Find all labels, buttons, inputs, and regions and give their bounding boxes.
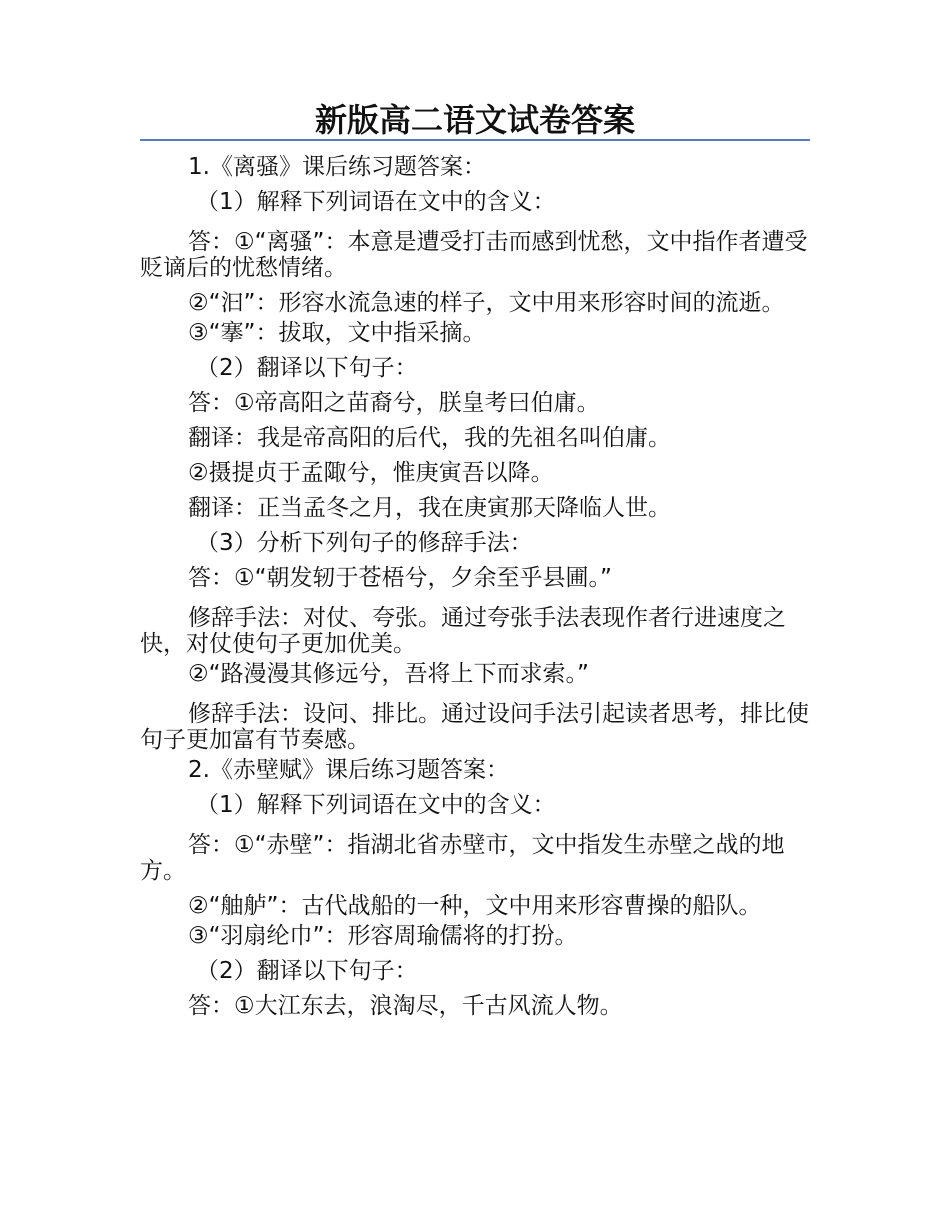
paragraph: 答：①“朝发轫于苍梧兮，夕余至乎县圃。” <box>188 565 612 591</box>
paragraph: 修辞手法：设问、排比。通过设问手法引起读者思考，排比使句子更加富有节奏感。 <box>140 701 809 753</box>
paragraph: ③“羽扇纶巾”：形容周瑜儒将的打扮。 <box>188 923 578 949</box>
title-underline <box>140 139 810 141</box>
paragraph: ③“搴”：拔取，文中指采摘。 <box>188 320 486 346</box>
paragraph: 1.《离骚》课后练习题答案： <box>188 154 486 180</box>
paragraph: ②摄提贞于孟陬兮，惟庚寅吾以降。 <box>188 460 554 486</box>
paragraph: （2）翻译以下句子： <box>196 958 418 984</box>
paragraph: 答：①大江东去，浪淘尽，千古风流人物。 <box>188 993 623 1019</box>
paragraph: （3）分析下列句子的修辞手法： <box>196 530 533 556</box>
paragraph: 答：①“离骚”：本意是遭受打击而感到忧愁，文中指作者遭受贬谪后的忧愁情绪。 <box>140 229 808 281</box>
paragraph: 2.《赤壁赋》课后练习题答案： <box>188 757 509 783</box>
paragraph: 修辞手法：对仗、夸张。通过夸张手法表现作者行进速度之快，对仗使句子更加优美。 <box>140 605 786 657</box>
paragraph: 答：①“赤壁”：指湖北省赤壁市，文中指发生赤壁之战的地方。 <box>140 832 785 884</box>
paragraph: ②“汩”：形容水流急速的样子，文中用来形容时间的流逝。 <box>188 290 785 316</box>
paragraph: ②“舳舻”：古代战船的一种，文中用来形容曹操的船队。 <box>188 893 762 919</box>
paragraph: 翻译：我是帝高阳的后代，我的先祖名叫伯庸。 <box>188 425 671 451</box>
paragraph: 翻译：正当孟冬之月，我在庚寅那天降临人世。 <box>188 495 671 521</box>
paragraph: （1）解释下列词语在文中的含义： <box>196 189 556 215</box>
document-body <box>140 150 812 1024</box>
paragraph: 答：①帝高阳之苗裔兮，朕皇考曰伯庸。 <box>188 390 600 416</box>
paragraph: （1）解释下列词语在文中的含义： <box>196 792 556 818</box>
document-title: 新版高二语文试卷答案 <box>314 101 635 139</box>
paragraph: ②“路漫漫其修远兮，吾将上下而求索。” <box>188 661 589 687</box>
paragraph: （2）翻译以下句子： <box>196 355 418 381</box>
